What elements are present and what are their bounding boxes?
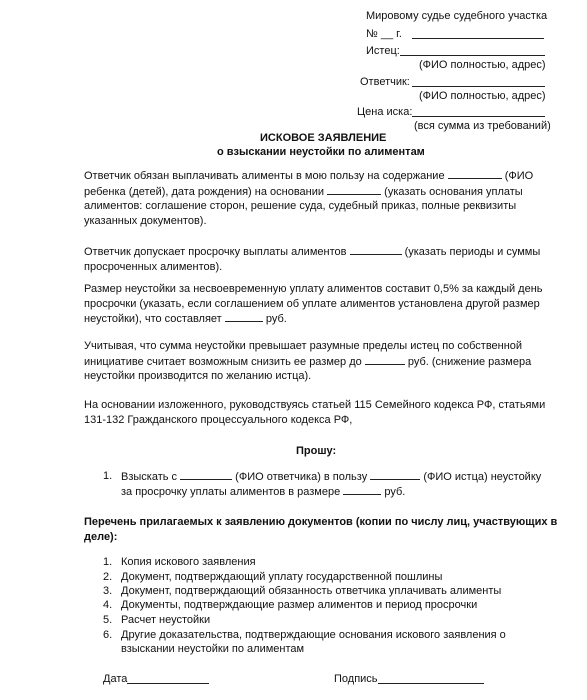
case-number-line: [412, 38, 544, 39]
defendant-hint: (ФИО полностью, адрес): [419, 90, 546, 102]
attachment-item-cont: взыскании неустойки по алиментам: [121, 643, 305, 655]
signature-label: Подпись: [334, 673, 378, 685]
attachment-item: 3. Документ, подтверждающий обязанность ответчика уплачивать алименты: [103, 585, 502, 597]
plaintiff-label: Истец:: [366, 45, 400, 57]
request-line-2: за просрочку уплаты алиментов в размере руб.: [121, 486, 406, 498]
attachment-item: 6. Другие доказательства, подтверждающие основания искового заявления о: [103, 629, 506, 641]
date-label: Дата: [103, 673, 128, 685]
price-hint: (вся сумма из требований): [414, 120, 551, 132]
defendant-label: Ответчик:: [360, 76, 410, 88]
paragraph-legal-basis: На основании изложенного, руководствуясь статьей 115 Семейного кодекса РФ, статьями 131-132 Гражданского процессуального кодекса РФ,: [84, 399, 546, 426]
case-number: № __ г.: [366, 28, 402, 40]
request-item-number: 1.: [103, 470, 113, 482]
request-heading: Прошу:: [296, 445, 337, 457]
attachments-heading: Перечень прилагаемых к заявлению документов (копии по числу лиц, участвующих в: [84, 516, 558, 528]
price-line: [412, 116, 545, 117]
attachment-item: 4. Документы, подтверждающие размер алиментов и период просрочки: [103, 599, 478, 611]
document-title: ИСКОВОЕ ЗАЯВЛЕНИЕ: [260, 132, 387, 144]
paragraph-obligation: Ответчик обязан выплачивать алименты в мою пользу на содержание (ФИО ребенка (детей), дата рождения) на основании (указать основания уплаты алиментов: соглашение сторон, решение суда, судебный приказ, полные реквизиты указанных документов).: [84, 170, 534, 227]
attachments-heading-cont: деле):: [84, 531, 118, 543]
paragraph-reduction: Учитывая, что сумма неустойки превышает разумные пределы истец по собственной инициативе считает возможным снизить ее размер до руб. (снижение размера неустойки производится по желанию истца).: [84, 340, 532, 382]
attachment-item: 5. Расчет неустойки: [103, 614, 211, 626]
paragraph-delay: Ответчик допускает просрочку выплаты алиментов (указать периоды и суммы просроченных алиментов).: [84, 246, 541, 273]
plaintiff-hint: (ФИО полностью, адрес): [419, 59, 546, 71]
date-line: [127, 683, 209, 684]
document-subtitle: о взыскании неустойки по алиментам: [217, 146, 425, 158]
paragraph-penalty-size: Размер неустойки за несвоевременную уплату алиментов составит 0,5% за каждый день просрочки (указать, если соглашением об уплате алиментов установлена другой размер неустойки), что составляет руб.: [84, 283, 543, 325]
request-line-1: Взыскать с (ФИО ответчика) в пользу (ФИО истца) неустойку: [121, 471, 542, 483]
plaintiff-line: [400, 55, 545, 56]
attachment-item: 1. Копия искового заявления: [103, 556, 256, 568]
signature-line: [378, 683, 484, 684]
price-label: Цена иска:: [357, 106, 413, 118]
addressee: Мировому судье судебного участка: [366, 10, 548, 22]
defendant-line: [412, 86, 545, 87]
attachment-item: 2. Документ, подтверждающий уплату государственной пошлины: [103, 571, 443, 583]
